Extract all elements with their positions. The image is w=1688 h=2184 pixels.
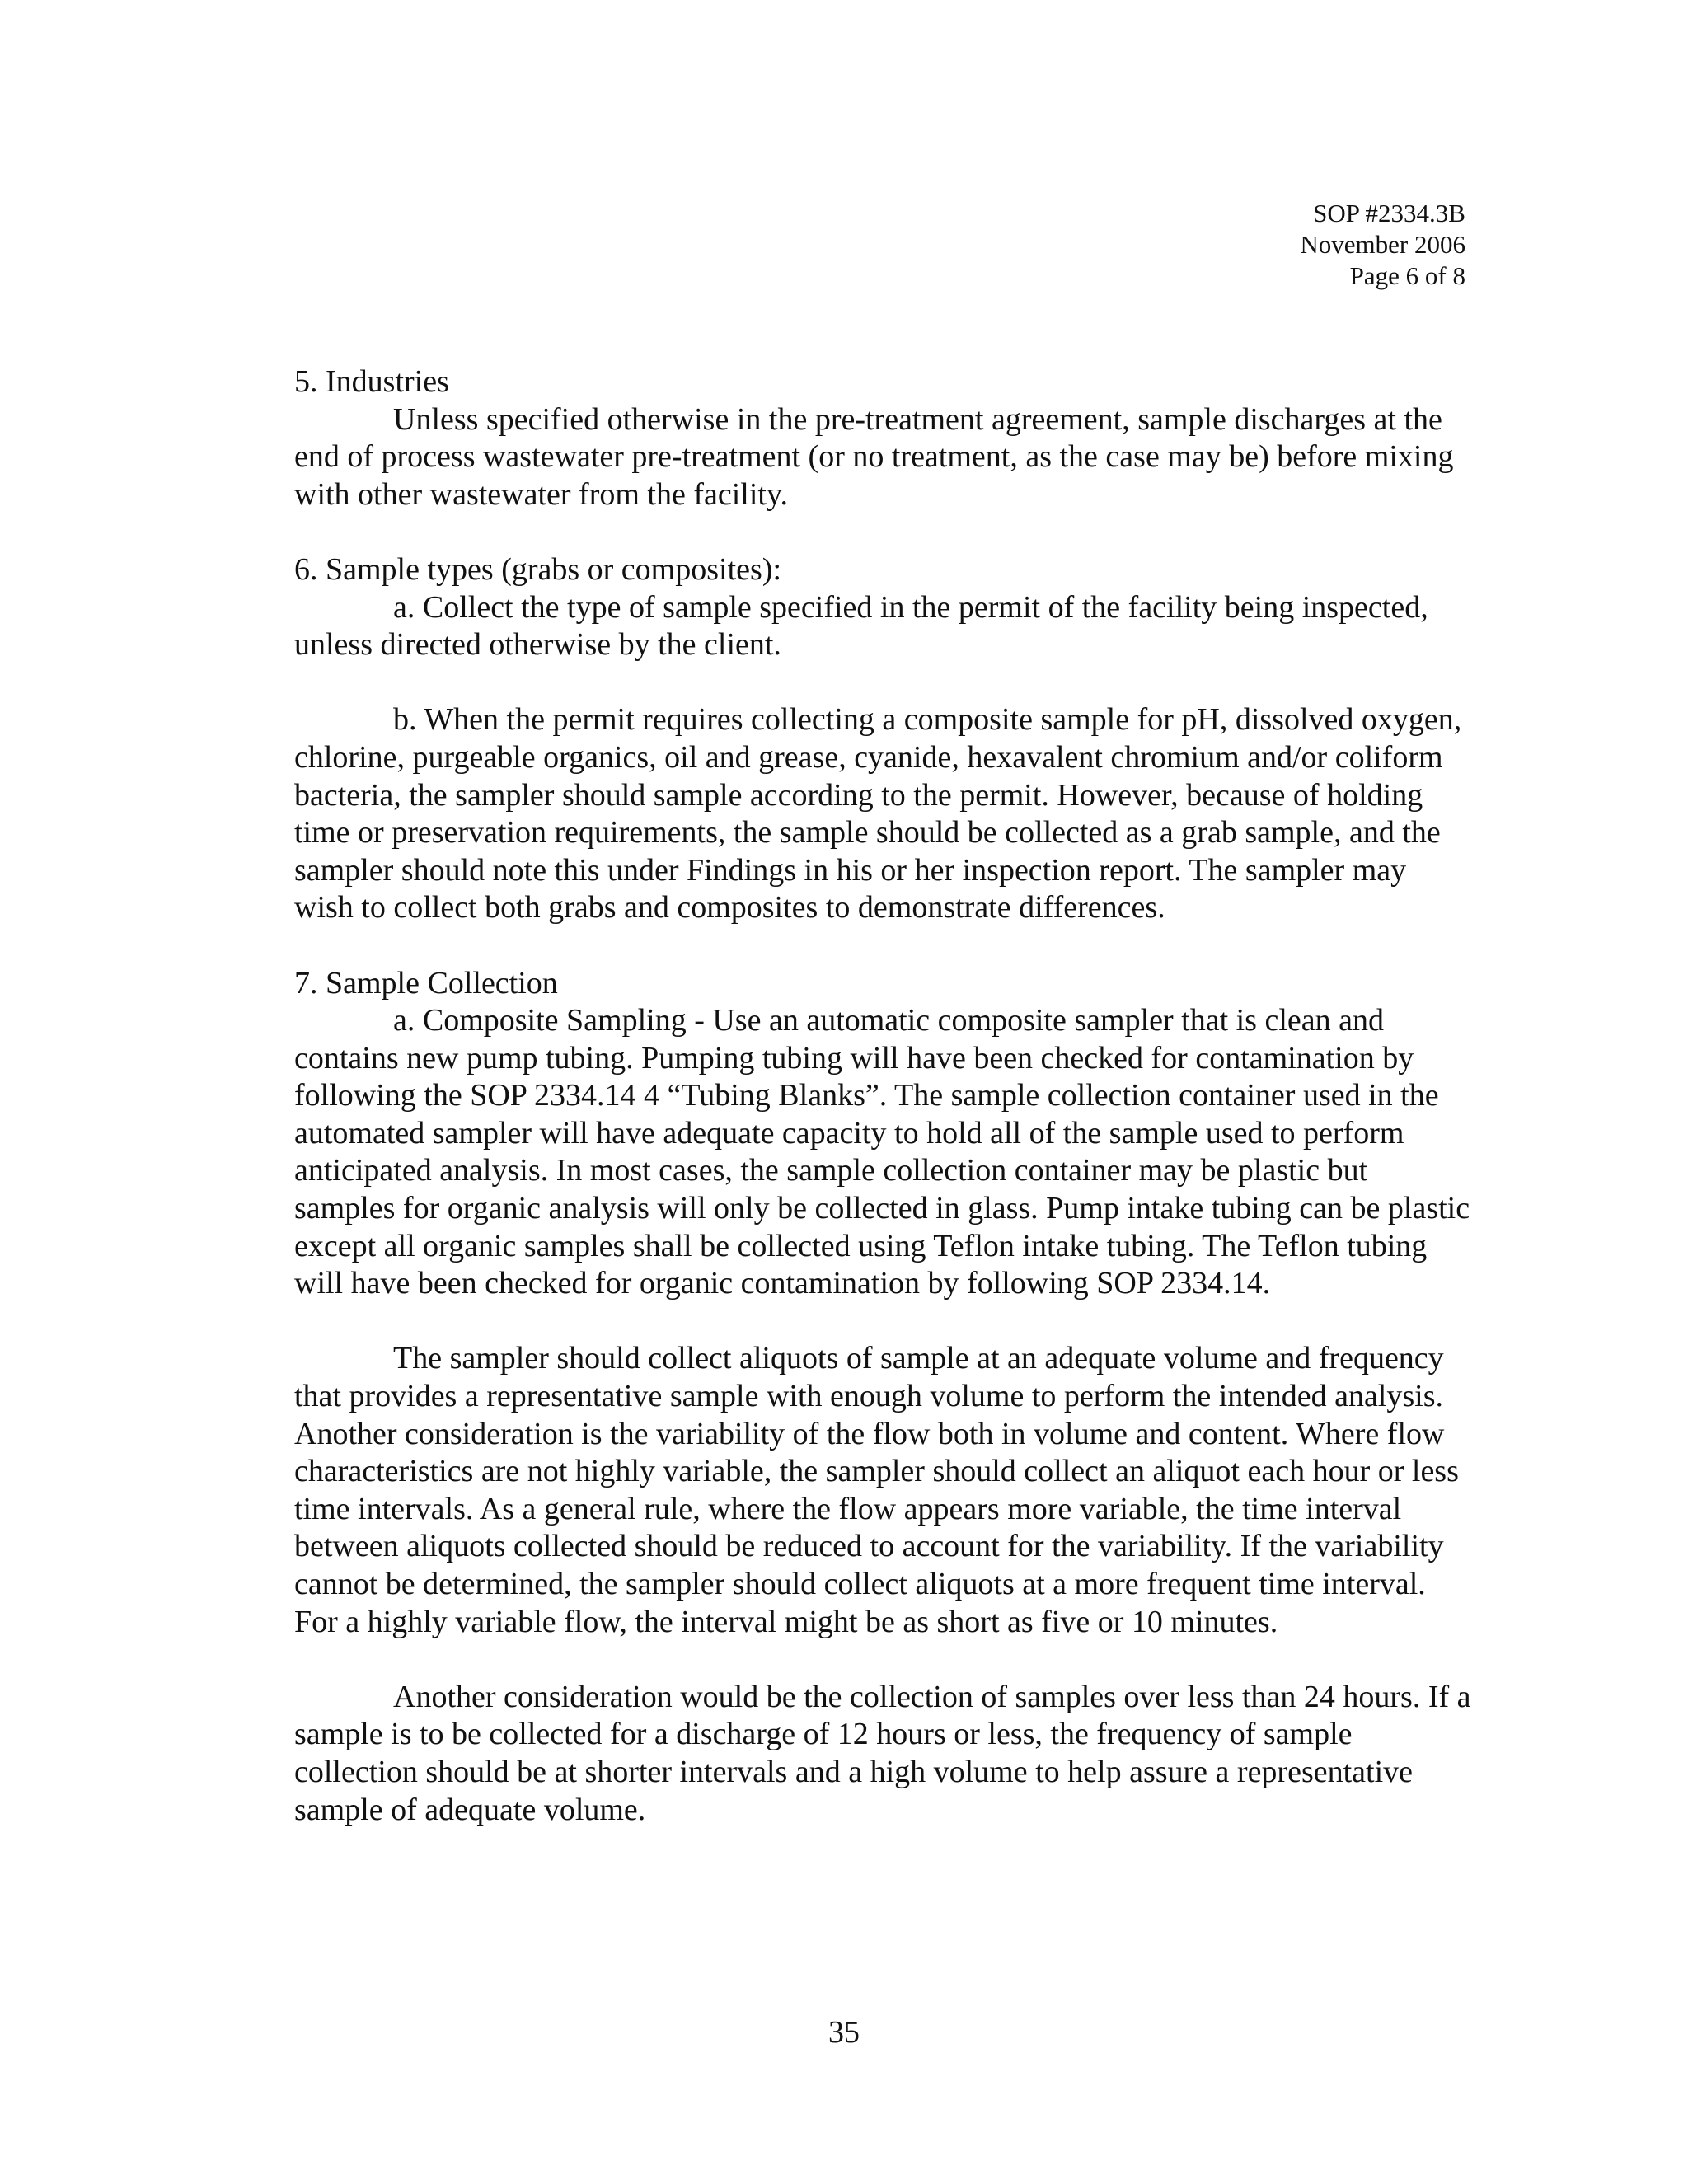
section-heading: 6. Sample types (grabs or composites): bbox=[294, 551, 782, 587]
paragraph: b. When the permit requires collecting a composite sample for pH, dissolved oxygen, chlorine, purgeable organics, oil and grease, cyanide, hexavalent chromium and/or coliform bacteria, the sampler should sample according to the permit. However, because of holding time or preservation requirements, the sample should be collected as a grab sample, and the sampler should note this under Findings in his or her inspection report. The sampler may wish to collect both grabs and composites to demonstrate differences. bbox=[294, 702, 1462, 926]
paragraph: The sampler should collect aliquots of sample at an adequate volume and frequency that provides a representative sample with enough volume to perform the intended analysis. Another consideration is the variability of the flow both in volume and content. Where flow characteristics are not highly variable, the sampler should collect an aliquot each hour or less time intervals. As a general rule, where the flow appears more variable, the time interval between aliquots collected should be reduced to account for the variability. If the variability cannot be determined, the sampler should collect aliquots at a more frequent time interval. For a highly variable flow, the interval might be as short as five or 10 minutes. bbox=[294, 1341, 1459, 1639]
page-number: 35 bbox=[828, 2015, 860, 2050]
sop-number: SOP #2334.3B bbox=[1313, 199, 1465, 227]
section-sample-collection bbox=[294, 965, 1473, 1830]
paragraph: Another consideration would be the collection of samples over less than 24 hours. If a sample is to be collected for a discharge of 12 hours or less, the frequency of sample collection should be at shorter intervals and a high volume to help assure a representative sample of adequate volume. bbox=[294, 1679, 1471, 1827]
document-date: November 2006 bbox=[1300, 230, 1465, 259]
document-body bbox=[294, 363, 1473, 1829]
section-sample-types bbox=[294, 551, 1473, 927]
paragraph: Unless specified otherwise in the pre-treatment agreement, sample discharges at the end of process wastewater pre-treatment (or no treatment, as the case may be) before mixing with other wastewater from the facility. bbox=[294, 401, 1454, 512]
section-heading: 7. Sample Collection bbox=[294, 965, 558, 1001]
page-indicator: Page 6 of 8 bbox=[1349, 261, 1465, 290]
paragraph: a. Composite Sampling - Use an automatic composite sampler that is clean and contains new pump tubing. Pumping tubing will have been checked for contamination by following the SOP 2334.14 4 “Tubing Blanks”. The sample collection container used in the automated sampler will have adequate capacity to hold all of the sample used to perform anticipated analysis. In most cases, the sample collection container may be plastic but samples for organic analysis will only be collected in glass. Pump intake tubing can be plastic except all organic samples shall be collected using Teflon intake tubing. The Teflon tubing will have been checked for organic contamination by following SOP 2334.14. bbox=[294, 1003, 1470, 1301]
section-heading: 5. Industries bbox=[294, 364, 449, 399]
section-industries bbox=[294, 363, 1473, 513]
document-header bbox=[1300, 198, 1465, 292]
paragraph: a. Collect the type of sample specified in the permit of the facility being inspected, unless directed otherwise by the client. bbox=[294, 589, 1428, 663]
